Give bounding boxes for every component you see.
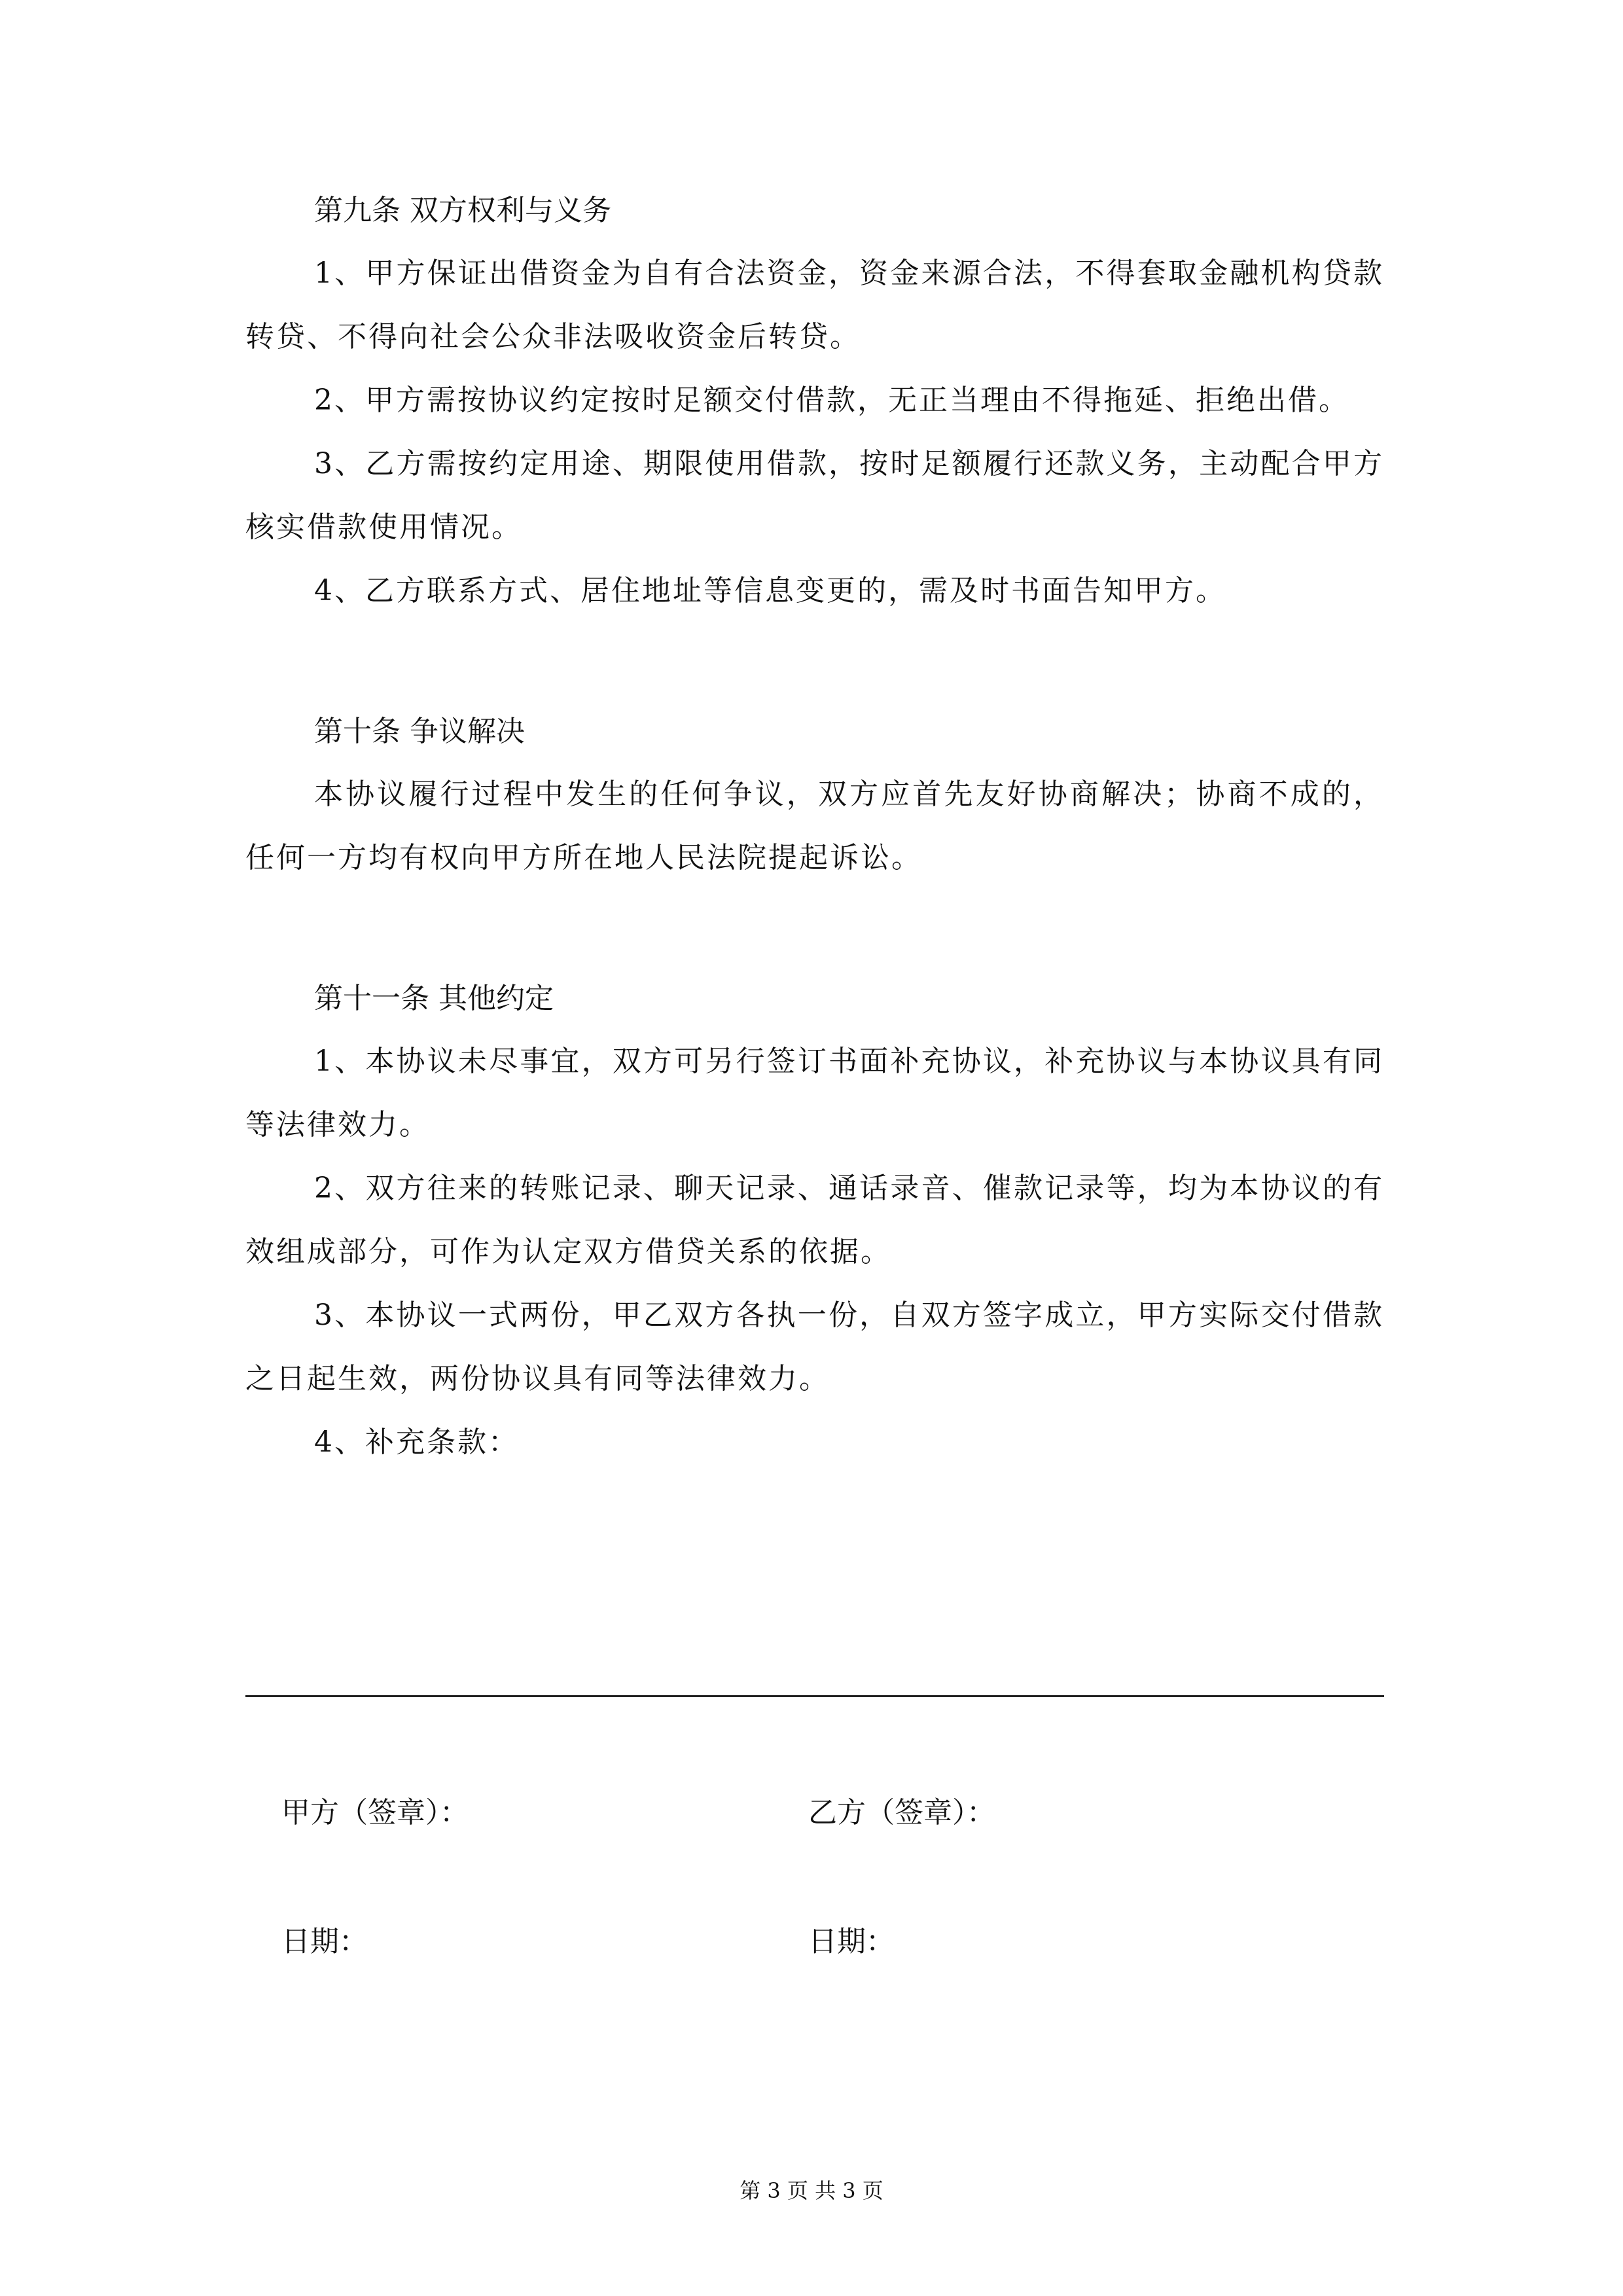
- article-10: [245, 701, 1384, 889]
- spacer: [245, 889, 1384, 968]
- article-paragraph: 本协议履行过程中发生的任何争议，双方应首先友好协商解决；协商不成的，任何一方均有权向甲方所在地人民法院提起诉讼。: [245, 778, 1384, 874]
- article-paragraph: 3、乙方需按约定用途、期限使用借款，按时足额履行还款义务，主动配合甲方核实借款使用情况。: [245, 447, 1384, 544]
- article-paragraph: 1、甲方保证出借资金为自有合法资金，资金来源合法，不得套取金融机构贷款转贷、不得向社会公众非法吸收资金后转贷。: [245, 257, 1384, 353]
- article-paragraph: 4、补充条款：: [314, 1426, 519, 1459]
- party-a-signature-label: 甲方（签章）：: [281, 1796, 469, 1829]
- article-11: [245, 968, 1384, 1474]
- article-title: 第九条 双方权利与义务: [314, 194, 611, 227]
- party-b-signature-label: 乙方（签章）：: [808, 1796, 995, 1829]
- page-number: 第 3 页 共 3 页: [740, 2178, 883, 2203]
- spacer: [245, 622, 1384, 701]
- article-9: [245, 180, 1384, 622]
- article-paragraph: 1、本协议未尽事宜，双方可另行签订书面补充协议，补充协议与本协议具有同等法律效力。: [245, 1045, 1384, 1141]
- article-title: 第十条 争议解决: [314, 715, 525, 748]
- party-b-date-label: 日期：: [808, 1925, 895, 1958]
- article-paragraph: 2、甲方需按协议约定按时足额交付借款，无正当理由不得拖延、拒绝出借。: [314, 384, 1349, 417]
- article-paragraph: 4、乙方联系方式、居住地址等信息变更的，需及时书面告知甲方。: [314, 574, 1226, 607]
- article-title: 第十一条 其他约定: [314, 982, 554, 1015]
- article-paragraph: 3、本协议一式两份，甲乙双方各执一份，自双方签字成立，甲方实际交付借款之日起生效，两份协议具有同等法律效力。: [245, 1299, 1384, 1395]
- document-body: [245, 180, 1384, 1474]
- divider-line: [245, 1695, 1384, 1697]
- article-paragraph: 2、双方往来的转账记录、聊天记录、通话录音、催款记录等，均为本协议的有效组成部分，可作为认定双方借贷关系的依据。: [245, 1172, 1384, 1268]
- party-a-date-label: 日期：: [281, 1925, 368, 1958]
